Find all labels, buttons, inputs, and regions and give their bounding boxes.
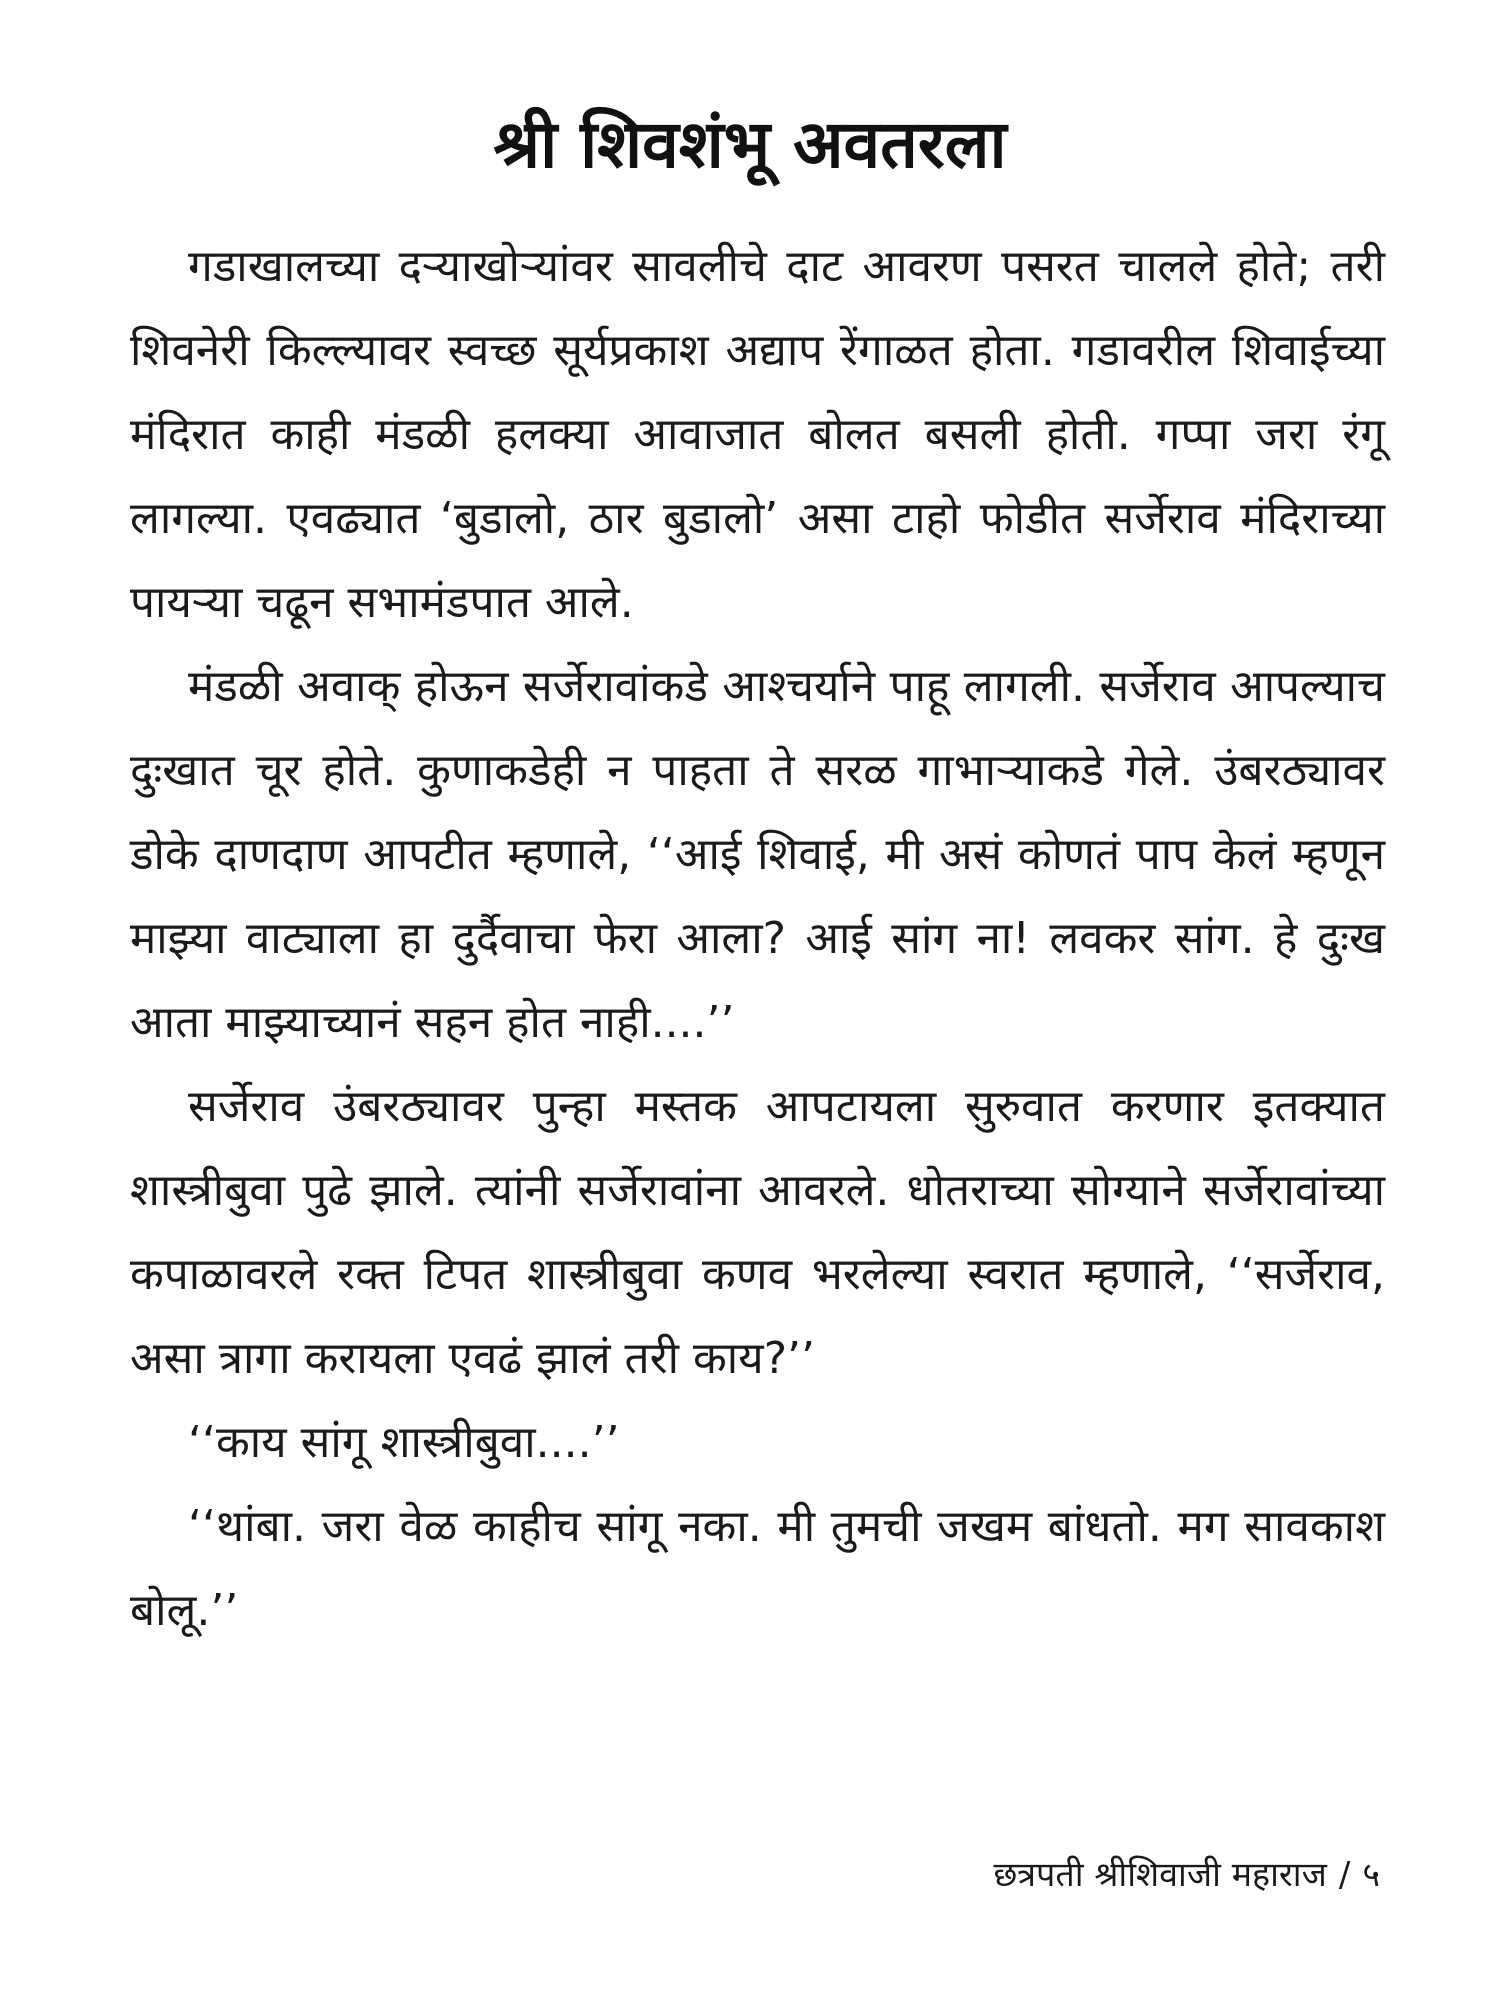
chapter-title: श्री शिवशंभू अवतरला [493, 106, 1007, 183]
footer-separator: / [1338, 1855, 1351, 1895]
paragraph-1: गडाखालच्या दऱ्याखोऱ्यांवर सावलीचे दाट आवरण पसरत चालले होते; तरी शिवनेरी किल्ल्यावर स्वच्छ सूर्यप्रकाश अद्याप रेंगाळत होता. गडावरील शिवाईच्या मंदिरात काही मंडळी हलक्या आवाजात बोलत बसली होती. गप्पा जरा रंगू लागल्या. एवढ्यात ‘बुडालो, ठार बुडालो’ असा टाहो फोडीत सर्जेराव मंदिराच्या पायऱ्या चढून सभामंडपात आले. [130, 241, 1385, 628]
paragraph-5: ‘‘थांबा. जरा वेळ काहीच सांगू नका. मी तुमची जखम बांधतो. मग सावकाश बोलू.’’ [130, 1501, 1385, 1636]
paragraph-4: ‘‘काय सांगू शास्त्रीबुवा....’’ [188, 1417, 620, 1468]
running-title: छत्रपती श्रीशिवाजी महाराज [993, 1855, 1327, 1895]
paragraph-2: मंडळी अवाक् होऊन सर्जेरावांकडे आश्चर्याने पाहू लागली. सर्जेराव आपल्याच दुःखात चूर होते. कुणाकडेही न पाहता ते सरळ गाभाऱ्याकडे गेले. उंबरठ्यावर डोके दाणदाण आपटीत म्हणाले, ‘‘आई शिवाई, मी असं कोणतं पाप केलं म्हणून माझ्या वाट्याला हा दुर्दैवाचा फेरा आला? आई सांग ना! लवकर सांग. हे दुःख आता माझ्याच्यानं सहन होत नाही....’’ [130, 661, 1385, 1048]
page-footer [993, 1850, 1380, 1900]
paragraph-3: सर्जेराव उंबरठ्यावर पुन्हा मस्तक आपटायला सुरुवात करणार इतक्यात शास्त्रीबुवा पुढे झाले. त्यांनी सर्जेरावांना आवरले. धोतराच्या सोग्याने सर्जेरावांच्या कपाळावरले रक्त टिपत शास्त्रीबुवा कणव भरलेल्या स्वरात म्हणाले, ‘‘सर्जेराव, असा त्रागा करायला एवढं झालं तरी काय?’’ [130, 1081, 1385, 1384]
chapter-body [130, 225, 1385, 1653]
page-number: ५ [1362, 1855, 1380, 1895]
